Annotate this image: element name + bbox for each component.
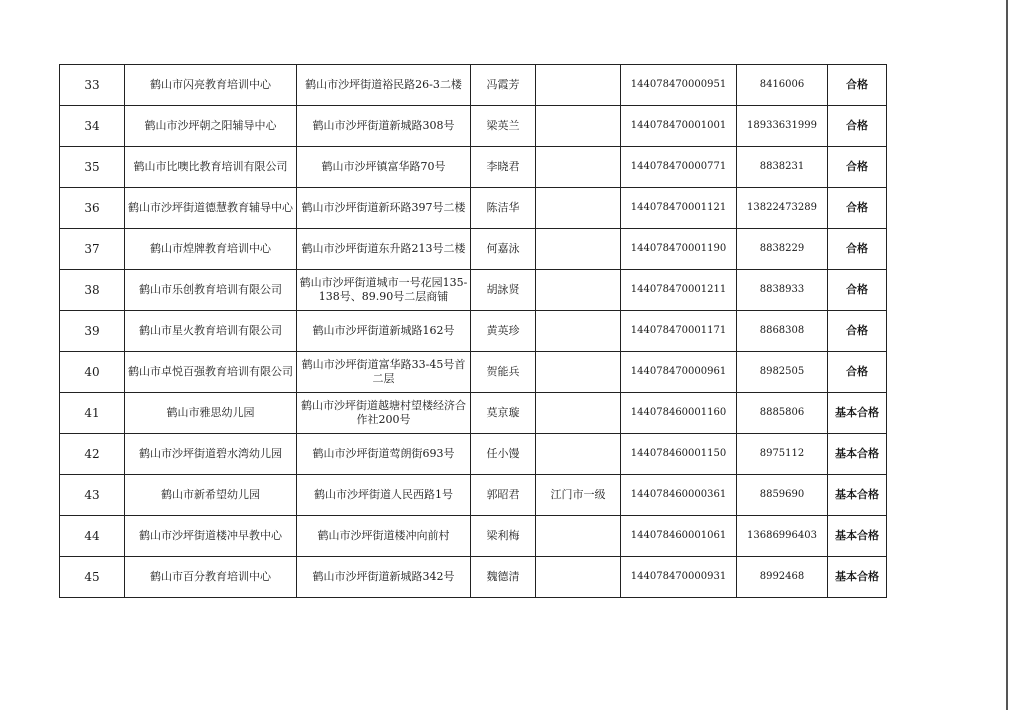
phone-number: 8838229 — [737, 229, 828, 270]
phone-number: 8416006 — [737, 65, 828, 106]
institution-address: 鹤山市沙坪街道越塘村望楼经济合作社200号 — [297, 393, 471, 434]
inspection-result: 基本合格 — [828, 557, 887, 598]
phone-number: 18933631999 — [737, 106, 828, 147]
grade-level: 江门市一级 — [536, 475, 621, 516]
grade-level — [536, 311, 621, 352]
responsible-person: 莫京璇 — [471, 393, 536, 434]
table-row — [60, 393, 887, 434]
institution-address: 鹤山市沙坪街道富华路33-45号首二层 — [297, 352, 471, 393]
row-number: 44 — [60, 516, 125, 557]
grade-level — [536, 516, 621, 557]
institution-name: 鹤山市煌牌教育培训中心 — [125, 229, 297, 270]
row-number: 41 — [60, 393, 125, 434]
institution-name: 鹤山市卓悦百强教育培训有限公司 — [125, 352, 297, 393]
table-row — [60, 147, 887, 188]
responsible-person: 何嘉泳 — [471, 229, 536, 270]
inspection-result: 合格 — [828, 270, 887, 311]
responsible-person: 郭昭君 — [471, 475, 536, 516]
grade-level — [536, 557, 621, 598]
responsible-person: 黄英珍 — [471, 311, 536, 352]
license-number: 144078470001211 — [621, 270, 737, 311]
license-number: 144078460001160 — [621, 393, 737, 434]
license-number: 144078470001190 — [621, 229, 737, 270]
inspection-result: 合格 — [828, 229, 887, 270]
grade-level — [536, 393, 621, 434]
inspection-result: 基本合格 — [828, 393, 887, 434]
row-number: 38 — [60, 270, 125, 311]
license-number: 144078460001150 — [621, 434, 737, 475]
institution-name: 鹤山市比噢比教育培训有限公司 — [125, 147, 297, 188]
phone-number: 8992468 — [737, 557, 828, 598]
grade-level — [536, 229, 621, 270]
responsible-person: 梁利梅 — [471, 516, 536, 557]
responsible-person: 贺能兵 — [471, 352, 536, 393]
inspection-result: 合格 — [828, 65, 887, 106]
responsible-person: 李晓君 — [471, 147, 536, 188]
license-number: 144078470000931 — [621, 557, 737, 598]
institution-name: 鹤山市沙坪朝之阳辅导中心 — [125, 106, 297, 147]
institution-address: 鹤山市沙坪街道莺朗街693号 — [297, 434, 471, 475]
phone-number: 8859690 — [737, 475, 828, 516]
grade-level — [536, 434, 621, 475]
table-row — [60, 65, 887, 106]
responsible-person: 魏德清 — [471, 557, 536, 598]
license-number: 144078460000361 — [621, 475, 737, 516]
inspection-result: 基本合格 — [828, 434, 887, 475]
table-row — [60, 229, 887, 270]
row-number: 45 — [60, 557, 125, 598]
phone-number: 8982505 — [737, 352, 828, 393]
institution-address: 鹤山市沙坪镇富华路70号 — [297, 147, 471, 188]
phone-number: 8838933 — [737, 270, 828, 311]
institution-address: 鹤山市沙坪街道新城路162号 — [297, 311, 471, 352]
license-number: 144078470000771 — [621, 147, 737, 188]
institution-name: 鹤山市新希望幼儿园 — [125, 475, 297, 516]
row-number: 43 — [60, 475, 125, 516]
phone-number: 13822473289 — [737, 188, 828, 229]
institution-name: 鹤山市沙坪街道楼冲早教中心 — [125, 516, 297, 557]
institution-name: 鹤山市沙坪街道碧水湾幼儿园 — [125, 434, 297, 475]
license-number: 144078470000951 — [621, 65, 737, 106]
institution-name: 鹤山市沙坪街道德慧教育辅导中心 — [125, 188, 297, 229]
institution-name: 鹤山市百分教育培训中心 — [125, 557, 297, 598]
row-number: 40 — [60, 352, 125, 393]
inspection-result: 合格 — [828, 311, 887, 352]
row-number: 37 — [60, 229, 125, 270]
inspection-result: 合格 — [828, 106, 887, 147]
table-row — [60, 475, 887, 516]
grade-level — [536, 106, 621, 147]
table-row — [60, 270, 887, 311]
phone-number: 8975112 — [737, 434, 828, 475]
row-number: 36 — [60, 188, 125, 229]
responsible-person: 冯霞芳 — [471, 65, 536, 106]
phone-number: 13686996403 — [737, 516, 828, 557]
institution-address: 鹤山市沙坪街道裕民路26-3二楼 — [297, 65, 471, 106]
license-number: 144078470001171 — [621, 311, 737, 352]
institution-address: 鹤山市沙坪街道楼冲向前村 — [297, 516, 471, 557]
table-row — [60, 516, 887, 557]
institution-name: 鹤山市闪亮教育培训中心 — [125, 65, 297, 106]
row-number: 33 — [60, 65, 125, 106]
license-number: 144078460001061 — [621, 516, 737, 557]
inspection-table — [59, 64, 887, 598]
table-row — [60, 352, 887, 393]
institution-name: 鹤山市雅思幼儿园 — [125, 393, 297, 434]
responsible-person: 胡詠贤 — [471, 270, 536, 311]
license-number: 144078470001121 — [621, 188, 737, 229]
phone-number: 8868308 — [737, 311, 828, 352]
grade-level — [536, 188, 621, 229]
institution-address: 鹤山市沙坪街道人民西路1号 — [297, 475, 471, 516]
inspection-result: 合格 — [828, 147, 887, 188]
row-number: 34 — [60, 106, 125, 147]
institution-name: 鹤山市星火教育培训有限公司 — [125, 311, 297, 352]
phone-number: 8885806 — [737, 393, 828, 434]
grade-level — [536, 270, 621, 311]
institution-address: 鹤山市沙坪街道城市一号花园135-138号、89.90号二层商铺 — [297, 270, 471, 311]
table-row — [60, 434, 887, 475]
institution-name: 鹤山市乐创教育培训有限公司 — [125, 270, 297, 311]
table-row — [60, 557, 887, 598]
responsible-person: 任小馒 — [471, 434, 536, 475]
institution-address: 鹤山市沙坪街道新城路308号 — [297, 106, 471, 147]
responsible-person: 陈洁华 — [471, 188, 536, 229]
grade-level — [536, 147, 621, 188]
page-edge-line — [1006, 0, 1008, 710]
row-number: 42 — [60, 434, 125, 475]
phone-number: 8838231 — [737, 147, 828, 188]
institution-address: 鹤山市沙坪街道新城路342号 — [297, 557, 471, 598]
row-number: 39 — [60, 311, 125, 352]
row-number: 35 — [60, 147, 125, 188]
inspection-result: 基本合格 — [828, 475, 887, 516]
grade-level — [536, 65, 621, 106]
table-row — [60, 188, 887, 229]
table-row — [60, 106, 887, 147]
inspection-result: 合格 — [828, 352, 887, 393]
table-body — [60, 65, 887, 598]
table-row — [60, 311, 887, 352]
license-number: 144078470000961 — [621, 352, 737, 393]
inspection-result: 基本合格 — [828, 516, 887, 557]
inspection-result: 合格 — [828, 188, 887, 229]
responsible-person: 梁英兰 — [471, 106, 536, 147]
institution-address: 鹤山市沙坪街道新环路397号二楼 — [297, 188, 471, 229]
license-number: 144078470001001 — [621, 106, 737, 147]
institution-address: 鹤山市沙坪街道东升路213号二楼 — [297, 229, 471, 270]
grade-level — [536, 352, 621, 393]
